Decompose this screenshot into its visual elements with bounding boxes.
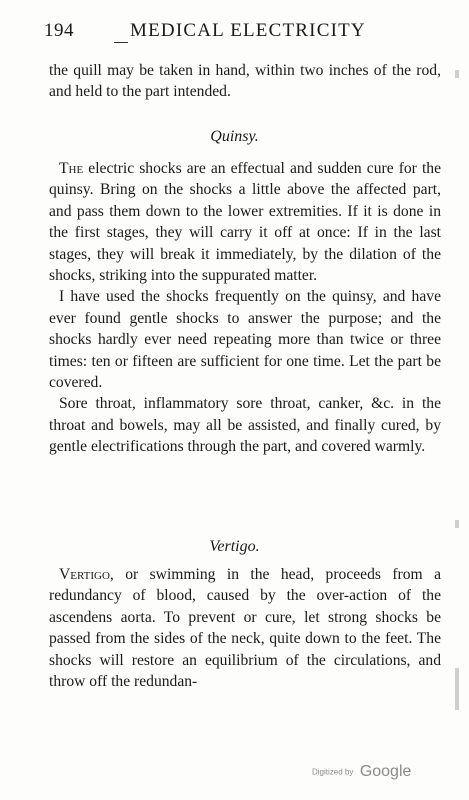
quinsy-section-body bbox=[49, 158, 441, 458]
continued-paragraph-block bbox=[49, 60, 441, 103]
running-title: MEDICAL ELECTRICITY bbox=[130, 20, 366, 41]
continued-paragraph: the quill may be taken in hand, within two inches of the rod, and held to the part intended. bbox=[49, 62, 441, 101]
page-number: 194 bbox=[44, 20, 74, 41]
section-heading-quinsy: Quinsy. bbox=[210, 128, 259, 145]
page-edge-shadow bbox=[455, 668, 459, 710]
page-edge-shadow bbox=[455, 520, 459, 528]
vertigo-section-body bbox=[49, 564, 441, 692]
vertigo-paragraph-1 bbox=[49, 564, 441, 692]
watermark-prefix: Digitized by bbox=[312, 767, 354, 777]
vertigo-paragraph-1-lead: Vertigo, bbox=[59, 566, 114, 583]
quinsy-paragraph-1-lead: The bbox=[59, 160, 84, 177]
quinsy-paragraph-2: I have used the shocks frequently on the quinsy, and have ever found gentle shocks to answer the purpose; and the shocks hardly ever need repeating more than twice or three times: ten or fifteen are sufficient for one time. Let the part be covered. bbox=[49, 288, 441, 392]
watermark-brand: Google bbox=[359, 763, 412, 780]
page-edge-shadow bbox=[455, 70, 459, 78]
header-rule bbox=[114, 42, 128, 43]
digitization-watermark bbox=[312, 763, 411, 781]
running-head bbox=[44, 20, 444, 48]
quinsy-paragraph-1-text: electric shocks are an effectual and sudden cure for the quinsy. Bring on the shocks a little above the affected part, and pass them down to the lower extremities. If it is done in the first stages, they will carry it off at once: If in the last stages, they will break it immediately, by the dilation of the shocks, striking into the suppurated matter. bbox=[49, 160, 441, 285]
quinsy-paragraph-3: Sore throat, inflammatory sore throat, canker, &c. in the throat and bowels, may all be assisted, and finally cured, by gentle electrifications through the part, and covered warmly. bbox=[49, 395, 441, 456]
vertigo-paragraph-1-text: or swimming in the head, proceeds from a redundancy of blood, caused by the over-action of the ascendens aorta. To prevent or cure, let strong shocks be passed from the sides of the neck, quite down to the feet. The shocks will restore an equilibrium of the circulations, and throw off the redundan- bbox=[49, 566, 441, 691]
section-heading-vertigo: Vertigo. bbox=[209, 538, 260, 555]
quinsy-paragraph-1 bbox=[49, 158, 441, 286]
